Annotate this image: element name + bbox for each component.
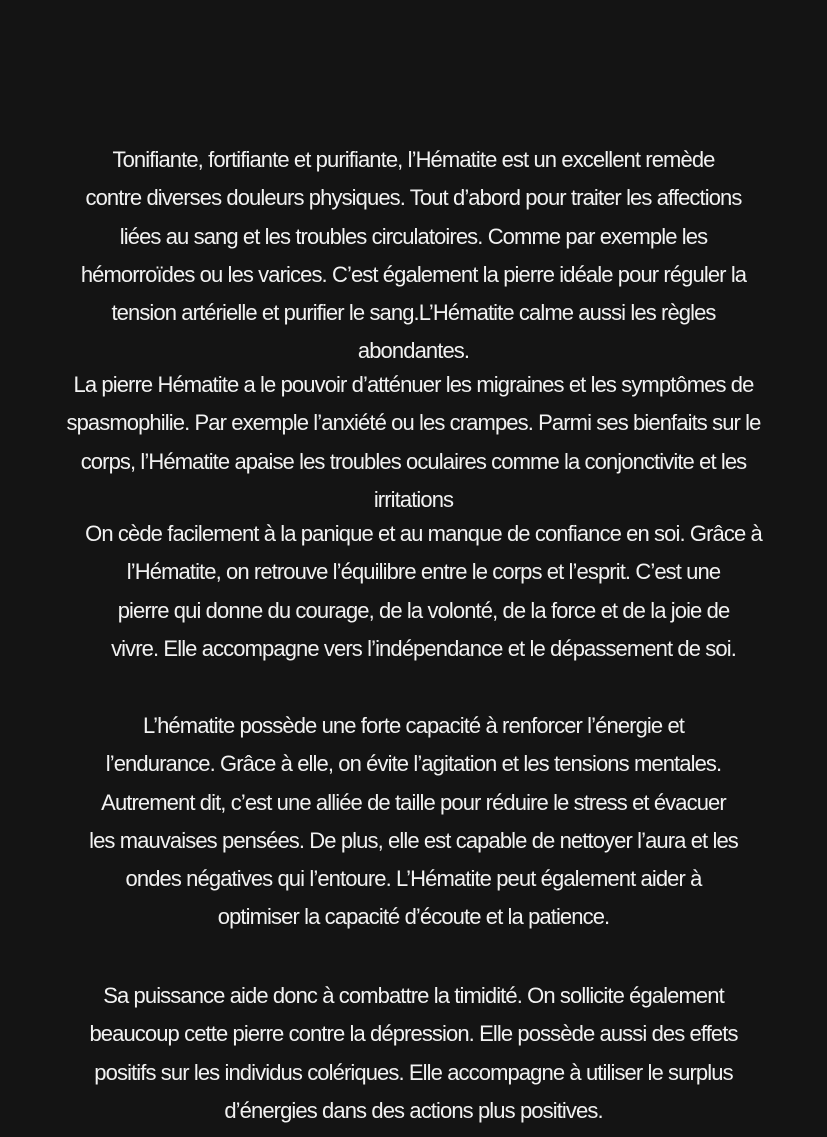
text-line: l’Hématite, on retrouve l’équilibre entre le corps et l’esprit. C’est une — [126, 559, 721, 585]
text-line: liées au sang et les troubles circulatoires. Comme par exemple les — [119, 223, 708, 249]
text-line: vivre. Elle accompagne vers l’indépendance et le dépassement de soi. — [111, 635, 736, 661]
paragraph-timidity-benefits — [28, 977, 799, 1130]
text-line: l’endurance. Grâce à elle, on évite l’agitation et les tensions mentales. — [105, 751, 722, 777]
paragraph-confidence-benefits — [38, 515, 809, 668]
text-line: Tonifiante, fortifiante et purifiante, l’Hématite est un excellent remède — [112, 147, 715, 172]
text-line: tension artérielle et purifier le sang.L’Hématite calme aussi les règles — [111, 300, 716, 326]
text-line: positifs sur les individus colériques. Elle accompagne à utiliser le surplus — [94, 1059, 733, 1085]
text-line: les mauvaises pensées. De plus, elle est capable de nettoyer l’aura et les — [89, 827, 738, 853]
paragraph-blood-benefits — [28, 141, 799, 371]
text-line: Sa puissance aide donc à combattre la timidité. On sollicite également — [103, 983, 724, 1008]
paragraph-energy-benefits — [28, 707, 799, 937]
text-line: Autrement dit, c’est une alliée de taille pour réduire le stress et évacuer — [101, 789, 726, 815]
text-line: irritations — [373, 486, 454, 512]
text-line: optimiser la capacité d’écoute et la patience. — [217, 904, 610, 930]
text-line: hémorroïdes ou les varices. C’est également la pierre idéale pour réguler la — [80, 261, 747, 287]
text-line: corps, l’Hématite apaise les troubles oculaires comme la conjonctivite et les — [80, 448, 747, 474]
text-line: contre diverses douleurs physiques. Tout d’abord pour traiter les affections — [85, 185, 742, 211]
text-line: spasmophilie. Par exemple l’anxiété ou les crampes. Parmi ses bienfaits sur le — [66, 410, 761, 436]
text-line: pierre qui donne du courage, de la volonté, de la force et de la joie de — [117, 597, 730, 623]
text-line: ondes négatives qui l’entoure. L’Hématite peut également aider à — [125, 866, 702, 892]
paragraph-migraine-benefits — [28, 366, 799, 519]
text-line: L’hématite possède une forte capacité à renforcer l’énergie et — [142, 713, 684, 738]
bottom-fade — [0, 1123, 827, 1137]
text-line: beaucoup cette pierre contre la dépression. Elle possède aussi des effets — [89, 1021, 738, 1047]
text-line: abondantes. — [357, 338, 470, 364]
text-line: d’énergies dans des actions plus positives. — [224, 1097, 603, 1123]
text-line: On cède facilement à la panique et au manque de confiance en soi. Grâce à — [85, 521, 762, 546]
text-line: La pierre Hématite a le pouvoir d’atténuer les migraines et les symptômes de — [73, 372, 754, 397]
